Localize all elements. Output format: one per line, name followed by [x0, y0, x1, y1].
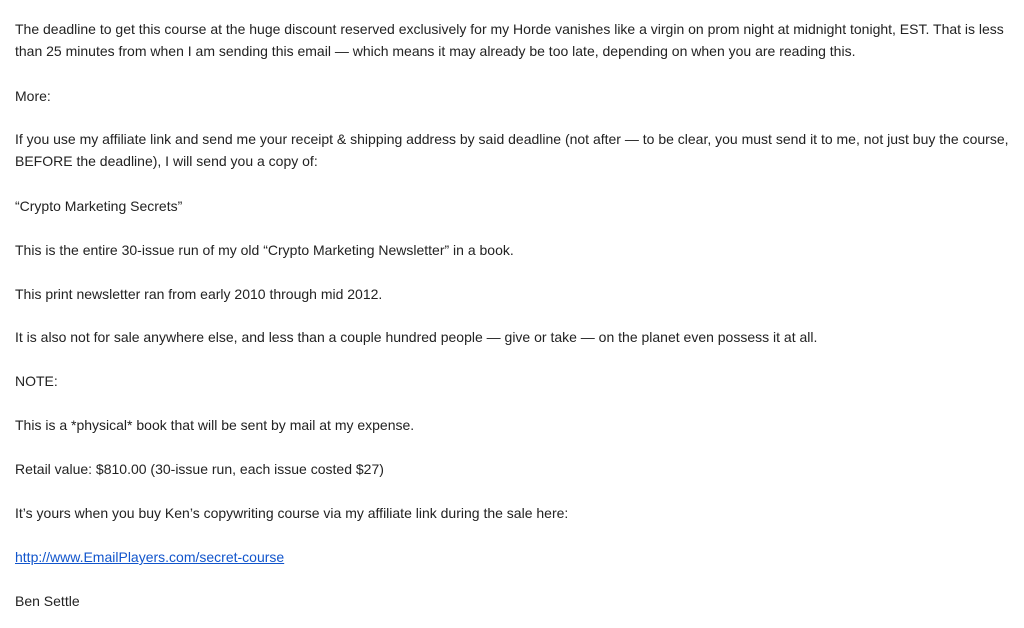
newsletter-dates-paragraph: This print newsletter ran from early 2010 through mid 2012. — [15, 286, 383, 302]
deadline-paragraph: The deadline to get this course at the huge discount reserved exclusively for my Horde vanishes like a virgin on prom night at midnight tonight, EST. That is less than 25 minutes from when I am sending this email — which means it may already be too late, depending on when you are reading this. — [15, 21, 1004, 59]
course-link-paragraph — [15, 546, 1012, 568]
book-title-paragraph: “Crypto Marketing Secrets” — [15, 198, 183, 214]
course-link[interactable]: http://www.EmailPlayers.com/secret-course — [15, 549, 285, 565]
more-paragraph: More: — [15, 88, 51, 104]
note-heading: NOTE: — [15, 373, 58, 389]
exclusivity-paragraph: It is also not for sale anywhere else, and less than a couple hundred people — give or take — on the planet even possess it at all. — [15, 329, 818, 345]
signature: Ben Settle — [15, 593, 80, 609]
affiliate-offer-paragraph: If you use my affiliate link and send me your receipt & shipping address by said deadline (not after — to be clear, you must send it to me, not just buy the course, BEFORE the deadline), I will send you a copy of: — [15, 131, 1009, 169]
retail-value-paragraph: Retail value: $810.00 (30-issue run, each issue costed $27) — [15, 461, 384, 477]
book-description-paragraph: This is the entire 30-issue run of my old “Crypto Marketing Newsletter” in a book. — [15, 242, 514, 258]
physical-note-paragraph: This is a *physical* book that will be sent by mail at my expense. — [15, 417, 415, 433]
call-to-action-paragraph: It’s yours when you buy Ken’s copywriting course via my affiliate link during the sale here: — [15, 505, 569, 521]
